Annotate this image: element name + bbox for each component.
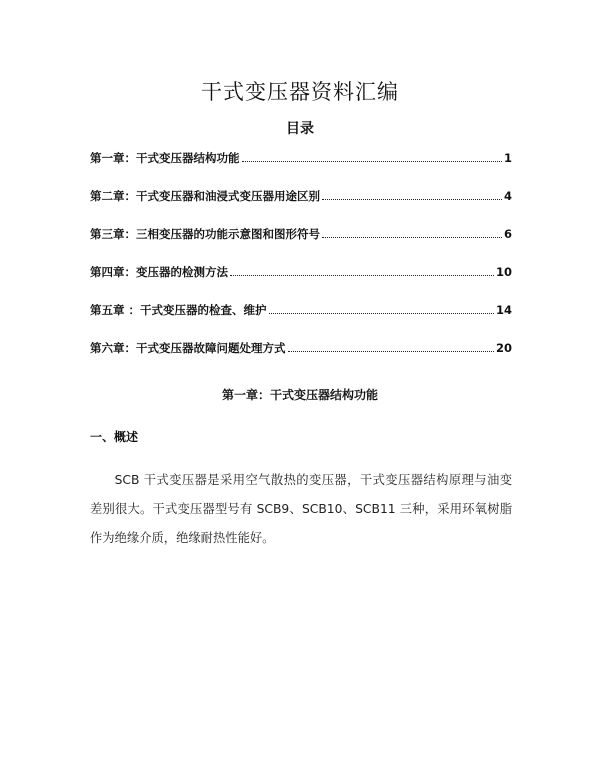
toc-entry-label: 第二章：干式变压器和油浸式变压器用途区别 [90,189,320,203]
toc-entry-page: 20 [495,341,512,355]
toc-entry-chapter-3[interactable] [90,226,512,264]
toc-entry-page: 14 [495,303,512,317]
toc-entry-label: 第一章：干式变压器结构功能 [90,151,240,165]
toc-dot-leader [322,237,502,238]
toc-entry-label: 第五章 ：干式变压器的检查、维护 [90,303,267,317]
toc-entry-chapter-6[interactable] [90,340,512,378]
toc-entry-page: 10 [495,265,512,279]
toc-dot-leader [230,275,494,276]
toc-entry-page: 1 [503,151,512,165]
table-of-contents [90,150,512,378]
toc-dot-leader [242,161,502,162]
document-title: 干式变压器资料汇编 [201,80,399,105]
toc-heading: 目录 [286,121,314,137]
toc-entry-label: 第六章：干式变压器故障问题处理方式 [90,341,286,355]
toc-entry-page: 4 [503,189,512,203]
section-heading: 一、概述 [90,430,139,444]
body-paragraph: SCB 干式变压器是采用空气散热的变压器，干式变压器结构原理与油变差别很大。干式变压器型号有 SCB9、SCB10、SCB11 三种，采用环氧树脂作为绝缘介质，绝缘耐热性能好。 [90,473,512,546]
toc-dot-leader [288,351,494,352]
toc-entry-label: 第四章：变压器的检测方法 [90,265,228,279]
chapter-heading: 第一章：干式变压器结构功能 [221,388,378,402]
toc-dot-leader [322,199,502,200]
toc-entry-chapter-1[interactable] [90,150,512,188]
toc-entry-chapter-2[interactable] [90,188,512,226]
toc-entry-label: 第三章：三相变压器的功能示意图和图形符号 [90,227,320,241]
toc-entry-page: 6 [503,227,512,241]
toc-entry-chapter-5[interactable] [90,302,512,340]
toc-entry-chapter-4[interactable] [90,264,512,302]
toc-dot-leader [269,313,494,314]
